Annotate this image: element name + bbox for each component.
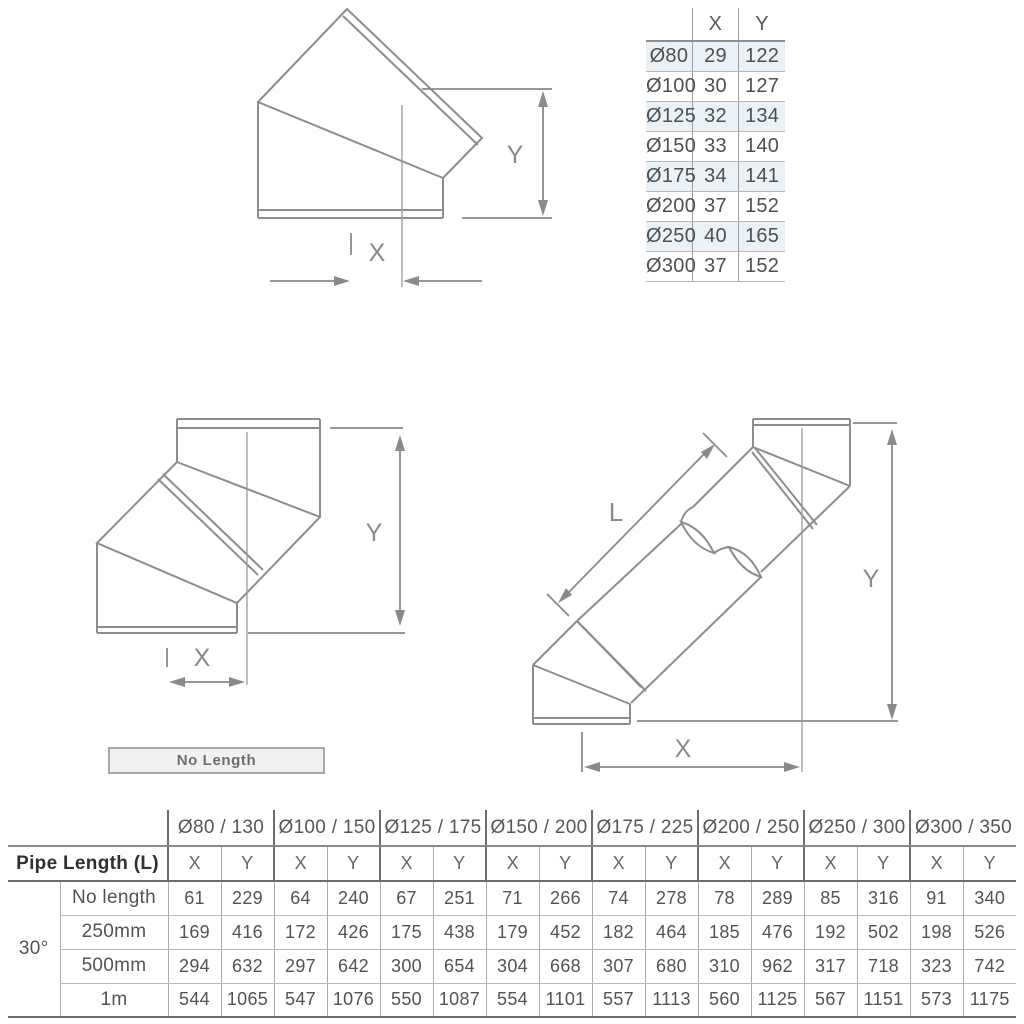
diameter-group-header: Ø150 / 200 xyxy=(486,810,592,846)
dimension-value: 74 xyxy=(592,881,645,915)
y-dimension xyxy=(422,89,552,218)
elbow-pipe-outline xyxy=(258,9,482,218)
offset-with-length-drawing xyxy=(500,400,920,800)
x-column-header: X xyxy=(692,8,738,41)
y-subheader: Y xyxy=(857,846,910,881)
dimension-value: 289 xyxy=(751,881,804,915)
offset-table-row xyxy=(8,983,1016,1017)
xy-header-row xyxy=(8,846,1016,881)
dimension-value: 554 xyxy=(486,983,539,1017)
elbow-table-row xyxy=(646,101,785,131)
diameter-label: Ø175 xyxy=(646,161,692,191)
dimension-value: 573 xyxy=(910,983,963,1017)
pipe-length-label: 250mm xyxy=(60,915,168,949)
dimension-value: 567 xyxy=(804,983,857,1017)
dimension-value: 560 xyxy=(698,983,751,1017)
dimension-value: 550 xyxy=(380,983,433,1017)
dimension-value: 172 xyxy=(274,915,327,949)
pipe-length-header: Pipe Length (L) xyxy=(8,846,168,881)
elbow-table-row xyxy=(646,41,785,71)
dimension-value: 266 xyxy=(539,881,592,915)
dimension-value: 452 xyxy=(539,915,592,949)
dimension-value: 229 xyxy=(221,881,274,915)
dimension-value: 1151 xyxy=(857,983,910,1017)
pipe-break-icon xyxy=(729,547,761,577)
dimension-value: 182 xyxy=(592,915,645,949)
corner-cell xyxy=(8,810,168,846)
elbow-table-row xyxy=(646,221,785,251)
y-value: 141 xyxy=(739,161,785,191)
arrow-down-icon xyxy=(538,200,548,216)
dimension-value: 91 xyxy=(910,881,963,915)
dimension-value: 416 xyxy=(221,915,274,949)
pipe-length-label: No length xyxy=(60,881,168,915)
dimension-value: 67 xyxy=(380,881,433,915)
dimension-value: 1065 xyxy=(221,983,274,1017)
x-subheader: X xyxy=(592,846,645,881)
dimension-value: 297 xyxy=(274,949,327,983)
diameter-group-header: Ø100 / 150 xyxy=(274,810,380,846)
diameter-group-header: Ø200 / 250 xyxy=(698,810,804,846)
arrow-up-icon xyxy=(538,91,548,107)
x-value: 37 xyxy=(692,251,738,281)
dimension-value: 1101 xyxy=(539,983,592,1017)
dimension-value: 64 xyxy=(274,881,327,915)
dimension-value: 526 xyxy=(963,915,1016,949)
arrow-right-icon xyxy=(784,762,800,772)
dimension-value: 278 xyxy=(645,881,698,915)
arrow-left-icon xyxy=(403,276,419,286)
arrow-up-icon xyxy=(395,435,405,451)
dimension-value: 185 xyxy=(698,915,751,949)
angle-label: 30° xyxy=(8,881,60,1017)
y-subheader: Y xyxy=(327,846,380,881)
dimension-value: 61 xyxy=(168,881,221,915)
dimension-value: 426 xyxy=(327,915,380,949)
diameter-label: Ø100 xyxy=(646,71,692,101)
diameter-label: Ø80 xyxy=(646,41,692,71)
arrow-right-icon xyxy=(334,276,350,286)
pipe-break-icon xyxy=(681,522,714,553)
x-dimension xyxy=(582,732,800,772)
y-value: 127 xyxy=(739,71,785,101)
dimension-value: 192 xyxy=(804,915,857,949)
y-value: 134 xyxy=(739,101,785,131)
y-value: 122 xyxy=(739,41,785,71)
corner-cell xyxy=(646,8,692,41)
x-label: X xyxy=(368,239,386,267)
dimension-value: 680 xyxy=(645,949,698,983)
dimension-value: 251 xyxy=(433,881,486,915)
dimension-value: 464 xyxy=(645,915,698,949)
y-subheader: Y xyxy=(433,846,486,881)
diameter-group-header: Ø80 / 130 xyxy=(168,810,274,846)
dimension-value: 169 xyxy=(168,915,221,949)
dimension-value: 1125 xyxy=(751,983,804,1017)
x-value: 32 xyxy=(692,101,738,131)
dimension-value: 557 xyxy=(592,983,645,1017)
offset-table-row xyxy=(8,881,1016,915)
x-subheader: X xyxy=(274,846,327,881)
dimension-value: 962 xyxy=(751,949,804,983)
diameter-group-header: Ø175 / 225 xyxy=(592,810,698,846)
x-value: 29 xyxy=(692,41,738,71)
y-label: Y xyxy=(506,141,524,169)
offset-dimensions-table xyxy=(8,810,1016,1018)
dimension-value: 1113 xyxy=(645,983,698,1017)
arrow-down-icon xyxy=(395,610,405,626)
dimension-value: 323 xyxy=(910,949,963,983)
dimension-value: 307 xyxy=(592,949,645,983)
x-label: X xyxy=(674,735,692,763)
dimension-value: 71 xyxy=(486,881,539,915)
diameter-header-row xyxy=(8,810,1016,846)
x-subheader: X xyxy=(910,846,963,881)
elbow-table-row xyxy=(646,191,785,221)
dimension-value: 502 xyxy=(857,915,910,949)
x-subheader: X xyxy=(804,846,857,881)
l-dimension xyxy=(547,433,727,616)
dimension-value: 632 xyxy=(221,949,274,983)
offset-no-length-drawing xyxy=(90,405,450,715)
dimension-value: 742 xyxy=(963,949,1016,983)
dimension-value: 654 xyxy=(433,949,486,983)
l-label: L xyxy=(608,497,624,527)
y-value: 165 xyxy=(739,221,785,251)
pipe-length-label: 500mm xyxy=(60,949,168,983)
x-subheader: X xyxy=(380,846,433,881)
dimension-value: 547 xyxy=(274,983,327,1017)
y-subheader: Y xyxy=(539,846,592,881)
offset-pipe-outline xyxy=(97,419,320,633)
elbow-table-row xyxy=(646,251,785,281)
y-label: Y xyxy=(365,519,383,547)
dimension-value: 316 xyxy=(857,881,910,915)
dimension-value: 294 xyxy=(168,949,221,983)
dimension-value: 544 xyxy=(168,983,221,1017)
diameter-label: Ø250 xyxy=(646,221,692,251)
x-label: X xyxy=(193,644,211,672)
diameter-label: Ø300 xyxy=(646,251,692,281)
elbow-table-header-row xyxy=(646,8,785,41)
arrow-up-icon xyxy=(887,429,897,445)
y-value: 140 xyxy=(739,131,785,161)
arrow-left-icon xyxy=(584,762,600,772)
diameter-label: Ø150 xyxy=(646,131,692,161)
y-value: 152 xyxy=(739,191,785,221)
y-subheader: Y xyxy=(645,846,698,881)
arrow-left-icon xyxy=(169,677,185,687)
diameter-label: Ø125 xyxy=(646,101,692,131)
dimension-value: 317 xyxy=(804,949,857,983)
dimension-value: 1175 xyxy=(963,983,1016,1017)
x-value: 40 xyxy=(692,221,738,251)
dimension-value: 240 xyxy=(327,881,380,915)
offset-table-row xyxy=(8,915,1016,949)
pipe-length-label: 1m xyxy=(60,983,168,1017)
dimension-value: 304 xyxy=(486,949,539,983)
x-value: 33 xyxy=(692,131,738,161)
no-length-badge: No Length xyxy=(108,747,325,774)
diameter-group-header: Ø300 / 350 xyxy=(910,810,1016,846)
dimension-value: 300 xyxy=(380,949,433,983)
diameter-group-header: Ø125 / 175 xyxy=(380,810,486,846)
x-value: 30 xyxy=(692,71,738,101)
dimension-value: 1087 xyxy=(433,983,486,1017)
dimension-value: 642 xyxy=(327,949,380,983)
y-subheader: Y xyxy=(221,846,274,881)
dimension-value: 718 xyxy=(857,949,910,983)
dimension-value: 1076 xyxy=(327,983,380,1017)
elbow-table-row xyxy=(646,71,785,101)
dimension-value: 310 xyxy=(698,949,751,983)
arrow-up-right-icon xyxy=(701,444,715,459)
dimension-value: 476 xyxy=(751,915,804,949)
elbow-table-row xyxy=(646,131,785,161)
dimension-value: 175 xyxy=(380,915,433,949)
x-dimension xyxy=(167,644,245,687)
x-subheader: X xyxy=(698,846,751,881)
elbow-dimensions-table xyxy=(646,8,785,282)
y-dimension xyxy=(637,423,898,721)
dimension-value: 438 xyxy=(433,915,486,949)
offset-table-row xyxy=(8,949,1016,983)
y-dimension xyxy=(248,428,405,633)
dimension-value: 198 xyxy=(910,915,963,949)
elbow-table-row xyxy=(646,161,785,191)
x-value: 37 xyxy=(692,191,738,221)
x-dimension xyxy=(270,233,482,286)
diameter-label: Ø200 xyxy=(646,191,692,221)
dimension-value: 179 xyxy=(486,915,539,949)
dimension-value: 668 xyxy=(539,949,592,983)
y-column-header: Y xyxy=(739,8,785,41)
y-label: Y xyxy=(862,565,880,593)
arrow-right-icon xyxy=(229,677,245,687)
x-subheader: X xyxy=(168,846,221,881)
diameter-group-header: Ø250 / 300 xyxy=(804,810,910,846)
dimension-value: 85 xyxy=(804,881,857,915)
dimension-value: 78 xyxy=(698,881,751,915)
dimension-value: 340 xyxy=(963,881,1016,915)
arrow-down-icon xyxy=(887,704,897,720)
y-value: 152 xyxy=(739,251,785,281)
y-subheader: Y xyxy=(751,846,804,881)
elbow-drawing xyxy=(250,0,570,300)
y-subheader: Y xyxy=(963,846,1016,881)
x-value: 34 xyxy=(692,161,738,191)
x-subheader: X xyxy=(486,846,539,881)
